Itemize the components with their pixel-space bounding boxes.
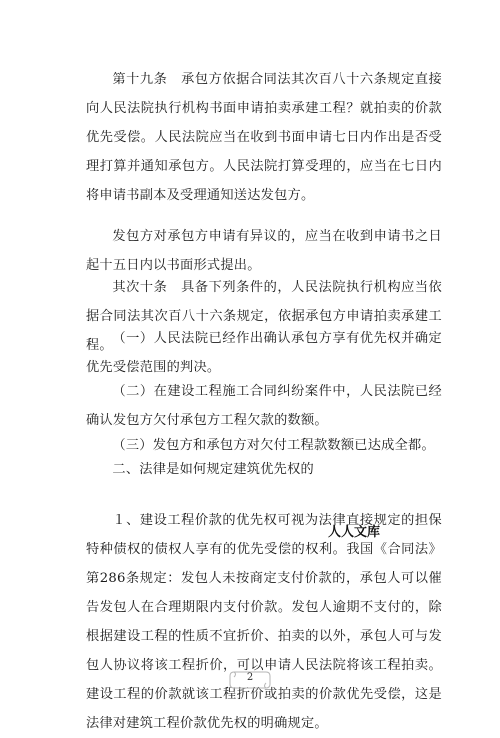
- watermark-logo: 人人文库: [328, 525, 381, 540]
- paragraph-condition-2: （二）在建设工程施工合同纠纷案件中，人民法院已经确认发包方欠付承包方工程欠款的数额。: [86, 384, 442, 428]
- paragraph-condition-1: （一）人民法院已经作出确认承包方享有优先权并确定优先受偿范围的判决。: [86, 331, 442, 375]
- paragraph-article-20: 其次十条 具备下列条件的，人民法院执行机构应当依据合同法其次百八十六条规定，依据承包方申请拍卖承建工程。: [86, 280, 442, 353]
- page-number: 2: [246, 672, 254, 683]
- paragraph-priority-right: １、建设工程价款的优先权可视为法律直接规定的担保特种债权的债权人享有的优先受偿的权利。我国《合同法》第286条规定：发包人未按商定支付价款的，承包人可以催告发包人在合理期限内支付价款。发包人逾期不支付的，除根据建设工程的性质不宜折价、拍卖的以外，承包人可与发包人协议将该工程折价，可以申请人民法院将该工程拍卖。建设工程的价款就该工程折价或拍卖的价款优先受偿，这是法律对建筑工程价款优先权的明确规定。: [86, 513, 442, 731]
- section-heading: 二、法律是如何规定建筑优先权的: [112, 462, 314, 477]
- page-number-badge: [228, 668, 272, 692]
- paragraph-condition-3: （三）发包方和承包方对欠付工程款数额已达成全都。: [112, 438, 435, 453]
- paragraph-objection: 发包方对承包方申请有异议的，应当在收到申请书之日起十五日内以书面形式提出。: [86, 229, 442, 273]
- paragraph-article-19: 第十九条 承包方依据合同法其次百八十六条规定直接向人民法院执行机构书面申请拍卖承建工程？就拍卖的价款优先受偿。人民法院应当在收到书面申请七日内作出是否受理打算并通知承包方。人民法院打算受理的，应当在七日内将申请书副本及受理通知送达发包方。: [86, 72, 442, 203]
